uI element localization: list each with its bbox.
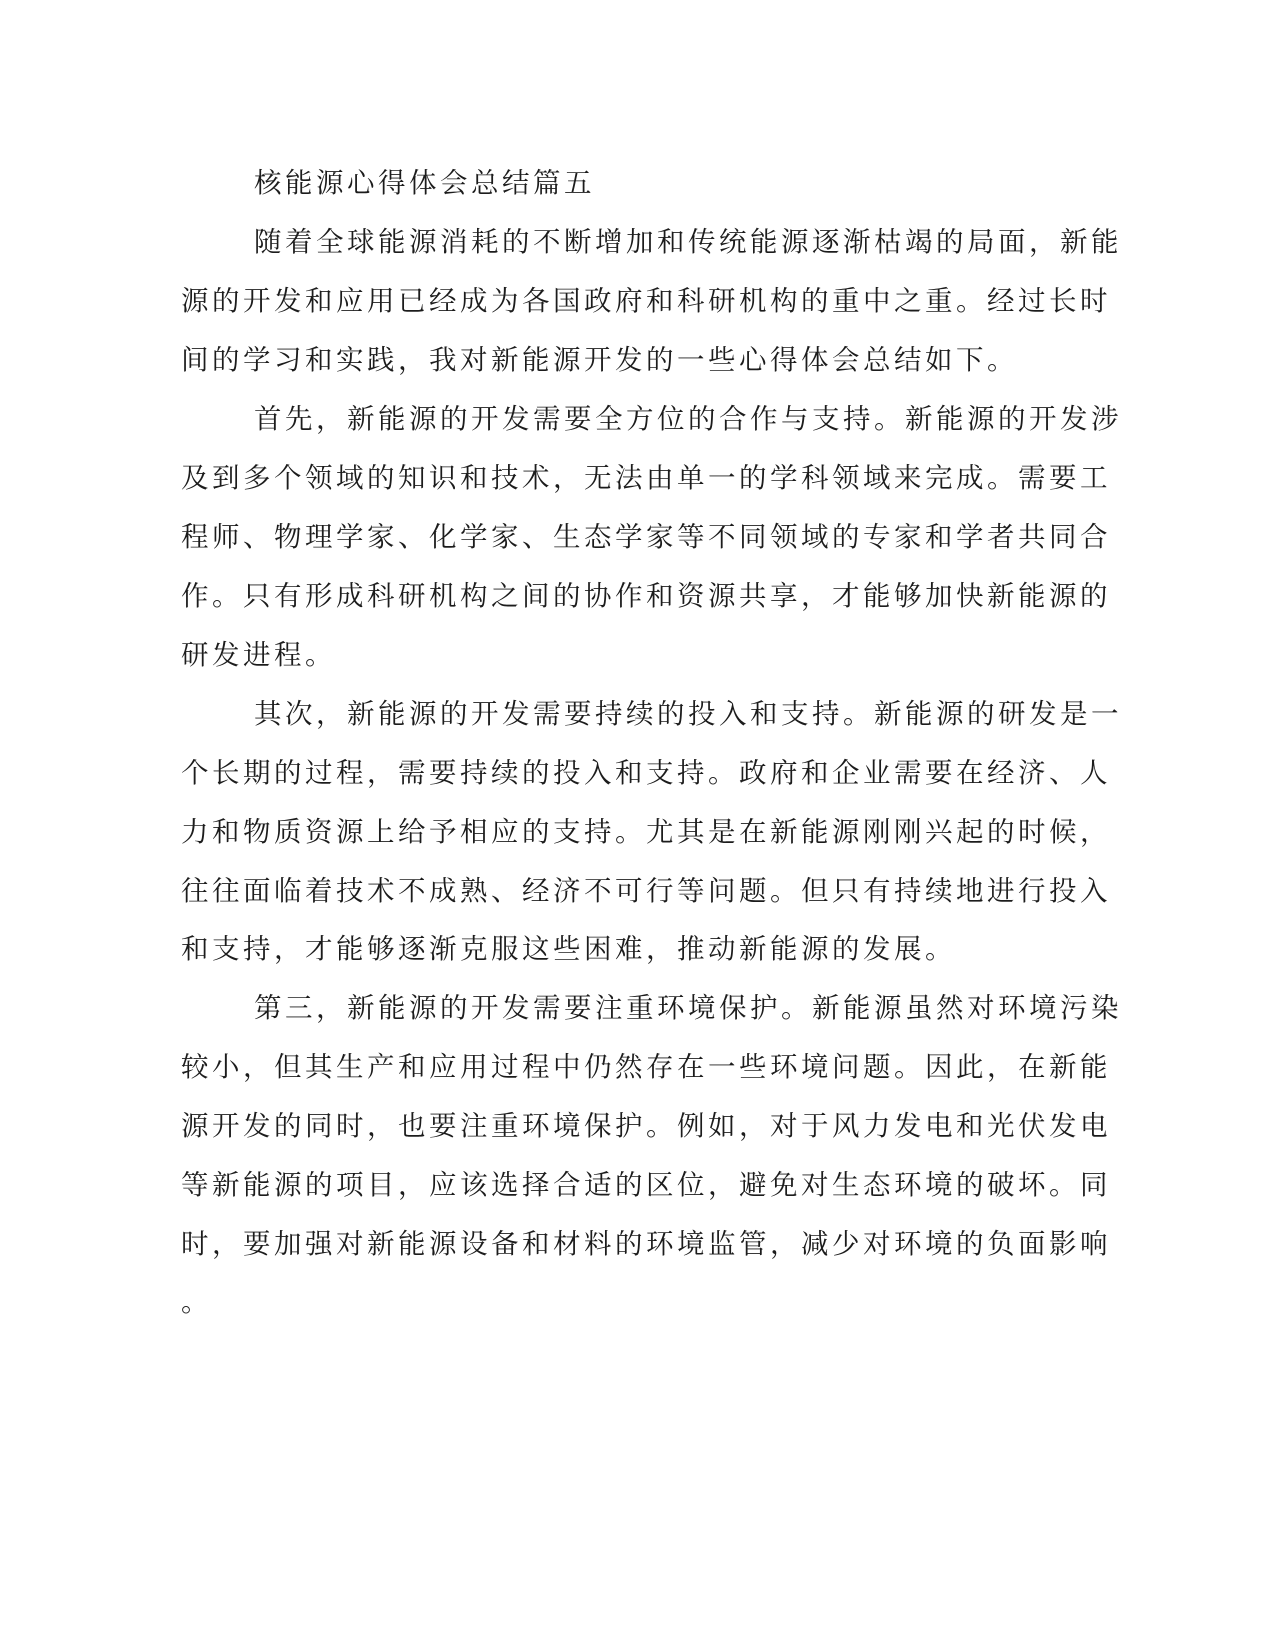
paragraph-2-line-3: 程师、物理学家、化学家、生态学家等不同领域的专家和学者共同合	[181, 521, 1111, 553]
paragraph-4-line-5: 时，要加强对新能源设备和材料的环境监管，减少对环境的负面影响	[181, 1228, 1111, 1260]
paragraph-1-line-2: 源的开发和应用已经成为各国政府和科研机构的重中之重。经过长时	[181, 285, 1111, 317]
document-title: 核能源心得体会总结篇五	[254, 167, 595, 199]
paragraph-2-line-2: 及到多个领域的知识和技术，无法由单一的学科领域来完成。需要工	[181, 462, 1111, 494]
paragraph-2-line-5: 研发进程。	[181, 639, 336, 671]
paragraph-2-line-1: 首先，新能源的开发需要全方位的合作与支持。新能源的开发涉	[254, 403, 1122, 435]
paragraph-3-line-1: 其次，新能源的开发需要持续的投入和支持。新能源的研发是一	[254, 698, 1122, 730]
paragraph-3-line-4: 往往面临着技术不成熟、经济不可行等问题。但只有持续地进行投入	[181, 875, 1111, 907]
paragraph-4-line-4: 等新能源的项目，应该选择合适的区位，避免对生态环境的破坏。同	[181, 1169, 1111, 1201]
paragraph-3-line-3: 力和物质资源上给予相应的支持。尤其是在新能源刚刚兴起的时候，	[181, 816, 1111, 848]
paragraph-3-line-5: 和支持，才能够逐渐克服这些困难，推动新能源的发展。	[181, 933, 956, 965]
paragraph-3-line-2: 个长期的过程，需要持续的投入和支持。政府和企业需要在经济、人	[181, 757, 1111, 789]
paragraph-4-line-6: 。	[181, 1286, 212, 1318]
paragraph-1-line-3: 间的学习和实践，我对新能源开发的一些心得体会总结如下。	[181, 344, 1018, 376]
paragraph-4-line-2: 较小，但其生产和应用过程中仍然存在一些环境问题。因此，在新能	[181, 1051, 1111, 1083]
paragraph-4-line-3: 源开发的同时，也要注重环境保护。例如，对于风力发电和光伏发电	[181, 1110, 1111, 1142]
paragraph-1-line-1: 随着全球能源消耗的不断增加和传统能源逐渐枯竭的局面，新能	[254, 226, 1122, 258]
paragraph-2-line-4: 作。只有形成科研机构之间的协作和资源共享，才能够加快新能源的	[181, 580, 1111, 612]
paragraph-4-line-1: 第三，新能源的开发需要注重环境保护。新能源虽然对环境污染	[254, 992, 1122, 1024]
